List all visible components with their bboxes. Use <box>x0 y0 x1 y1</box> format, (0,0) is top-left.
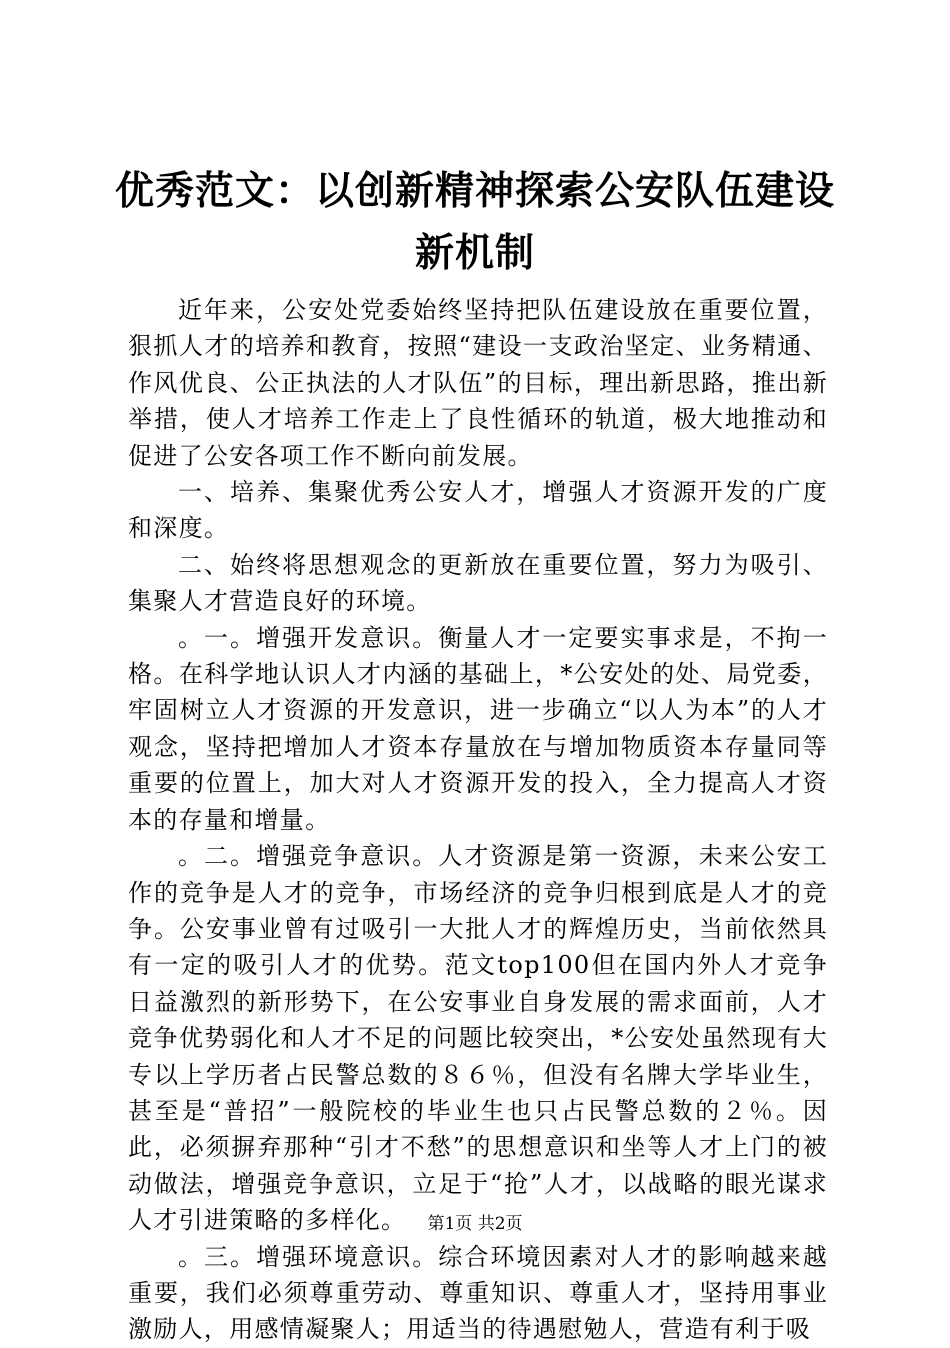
page-footer: 第1页 共2页 <box>427 1214 523 1234</box>
paragraph-item-1: 。一。增强开发意识。衡量人才一定要实事求是，不拘一格。在科学地认识人才内涵的基础上，*公安处的处、局党委，牢固树立人才资源的开发意识，进一步确立“以人为本”的人才观念，坚持把增加人才资本存量放在与增加物质资本存量同等重要的位置上，加大对人才资源开发的投入，全力提高人才资本的存量和增量。 <box>128 623 828 834</box>
paragraph-section-2: 二、始终将思想观念的更新放在重要位置，努力为吸引、集聚人才营造良好的环境。 <box>128 550 828 616</box>
document-body <box>128 292 828 1348</box>
paragraph-section-1: 一、培养、集聚优秀公安人才，增强人才资源开发的广度和深度。 <box>128 478 828 543</box>
paragraph-intro: 近年来，公安处党委始终坚持把队伍建设放在重要位置，狠抓人才的培养和教育，按照“建设一支政治坚定、业务精通、作风优良、公正执法的人才队伍”的目标，理出新思路，推出新举措，使人才培养工作走上了良性循环的轨道，极大地推动和促进了公安各项工作不断向前发展。 <box>128 296 828 470</box>
document-title: 优秀范文：以创新精神探索公安队伍建设新机制 <box>114 168 835 276</box>
paragraph-item-3: 。三。增强环境意识。综合环境因素对人才的影响越来越重要，我们必须尊重劳动、尊重知识、尊重人才，坚持用事业激励人，用感情凝聚人；用适当的待遇慰勉人，营造有利于吸 <box>128 1242 828 1344</box>
paragraph-item-2: 。二。增强竞争意识。人才资源是第一资源，未来公安工作的竞争是人才的竞争，市场经济的竞争归根到底是人才的竞争。公安事业曾有过吸引一大批人才的辉煌历史，当前依然具有一定的吸引人才的优势。范文top100但在国内外人才竞争日益激烈的新形势下，在公安事业自身发展的需求面前，人才竞争优势弱化和人才不足的问题比较突出，*公安处虽然现有大专以上学历者占民警总数的８６％，但没有名牌大学毕业生，甚至是“普招”一般院校的毕业生也只占民警总数的２％。因此，必须摒弃那种“引才不愁”的思想意识和坐等人才上门的被动做法，增强竞争意识，立足于“抢”人才，以战略的眼光谋求人才引进策略的多样化。 <box>128 842 828 1235</box>
